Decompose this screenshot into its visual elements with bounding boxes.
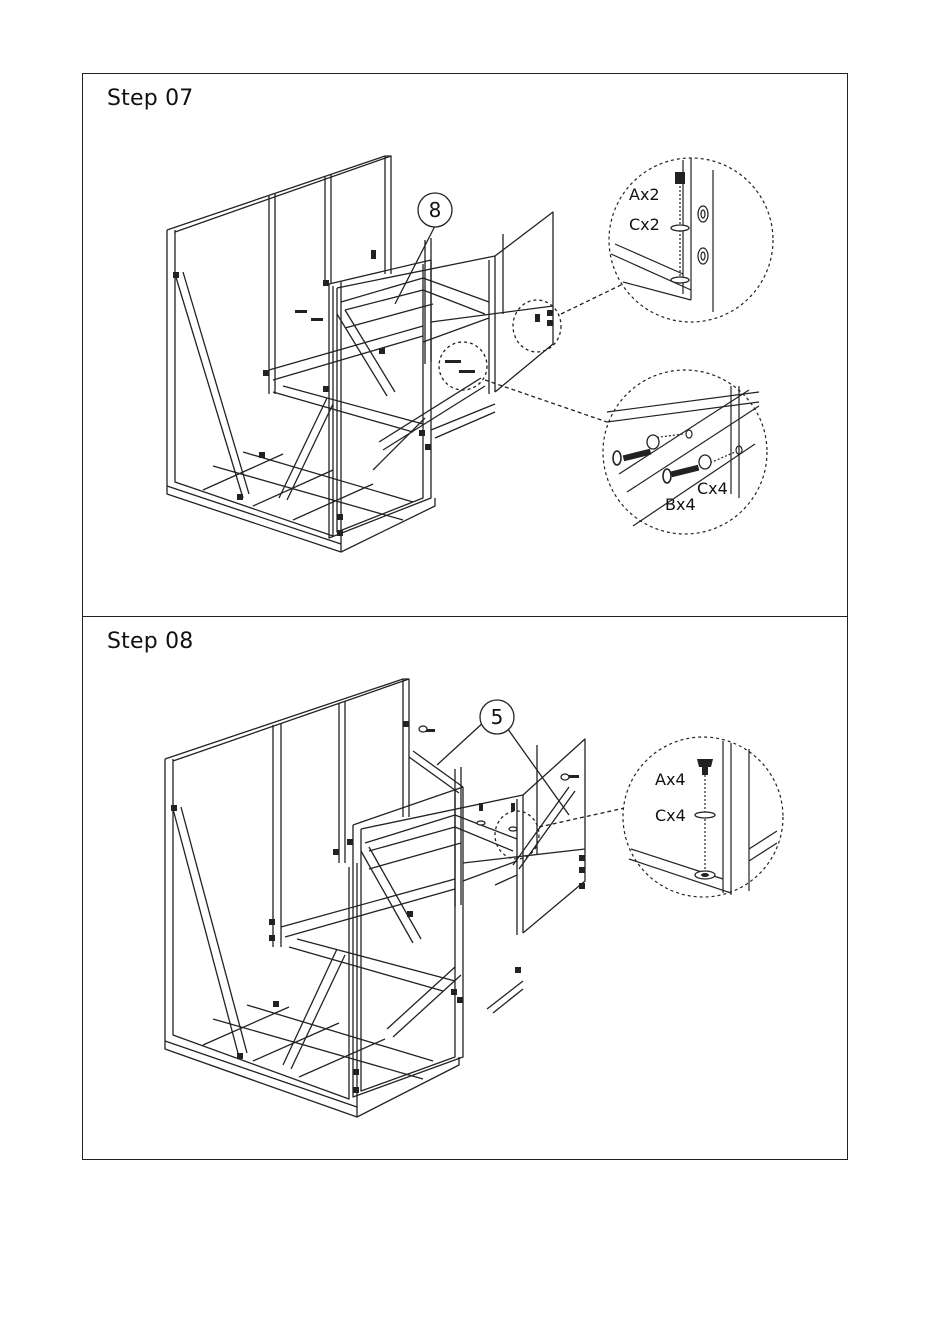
label-bx4: Bx4 bbox=[665, 495, 696, 514]
part-number-8-text: 8 bbox=[428, 198, 442, 222]
step-07-illustration bbox=[83, 74, 849, 618]
label-ax2: Ax2 bbox=[629, 185, 660, 204]
hardware-washers bbox=[419, 726, 569, 831]
part-number-callout-5 bbox=[480, 700, 514, 734]
label-cx2: Cx2 bbox=[629, 215, 660, 234]
step-08-title: Step 08 bbox=[107, 629, 194, 654]
step-07-title: Step 07 bbox=[107, 86, 194, 111]
label-cx4-step8: Cx4 bbox=[655, 806, 686, 825]
step-07-panel bbox=[82, 73, 848, 617]
part-number-callout-8 bbox=[418, 193, 452, 227]
zoom-detail-top bbox=[609, 158, 773, 322]
middle-frame bbox=[269, 260, 431, 538]
zoom-detail-bottom bbox=[603, 370, 767, 534]
hardware-dots bbox=[173, 250, 553, 536]
step-08-panel bbox=[82, 616, 848, 1160]
zoom-detail bbox=[623, 737, 783, 897]
middle-frame bbox=[281, 787, 463, 1097]
label-ax4: Ax4 bbox=[655, 770, 686, 789]
bottom-tray bbox=[167, 452, 435, 552]
step-08-illustration bbox=[83, 617, 849, 1161]
front-frame bbox=[337, 212, 553, 450]
part-number-5-text: 5 bbox=[490, 705, 504, 729]
bottom-tray bbox=[165, 1005, 459, 1117]
front-frame bbox=[361, 739, 585, 1013]
label-cx4: Cx4 bbox=[697, 479, 728, 498]
